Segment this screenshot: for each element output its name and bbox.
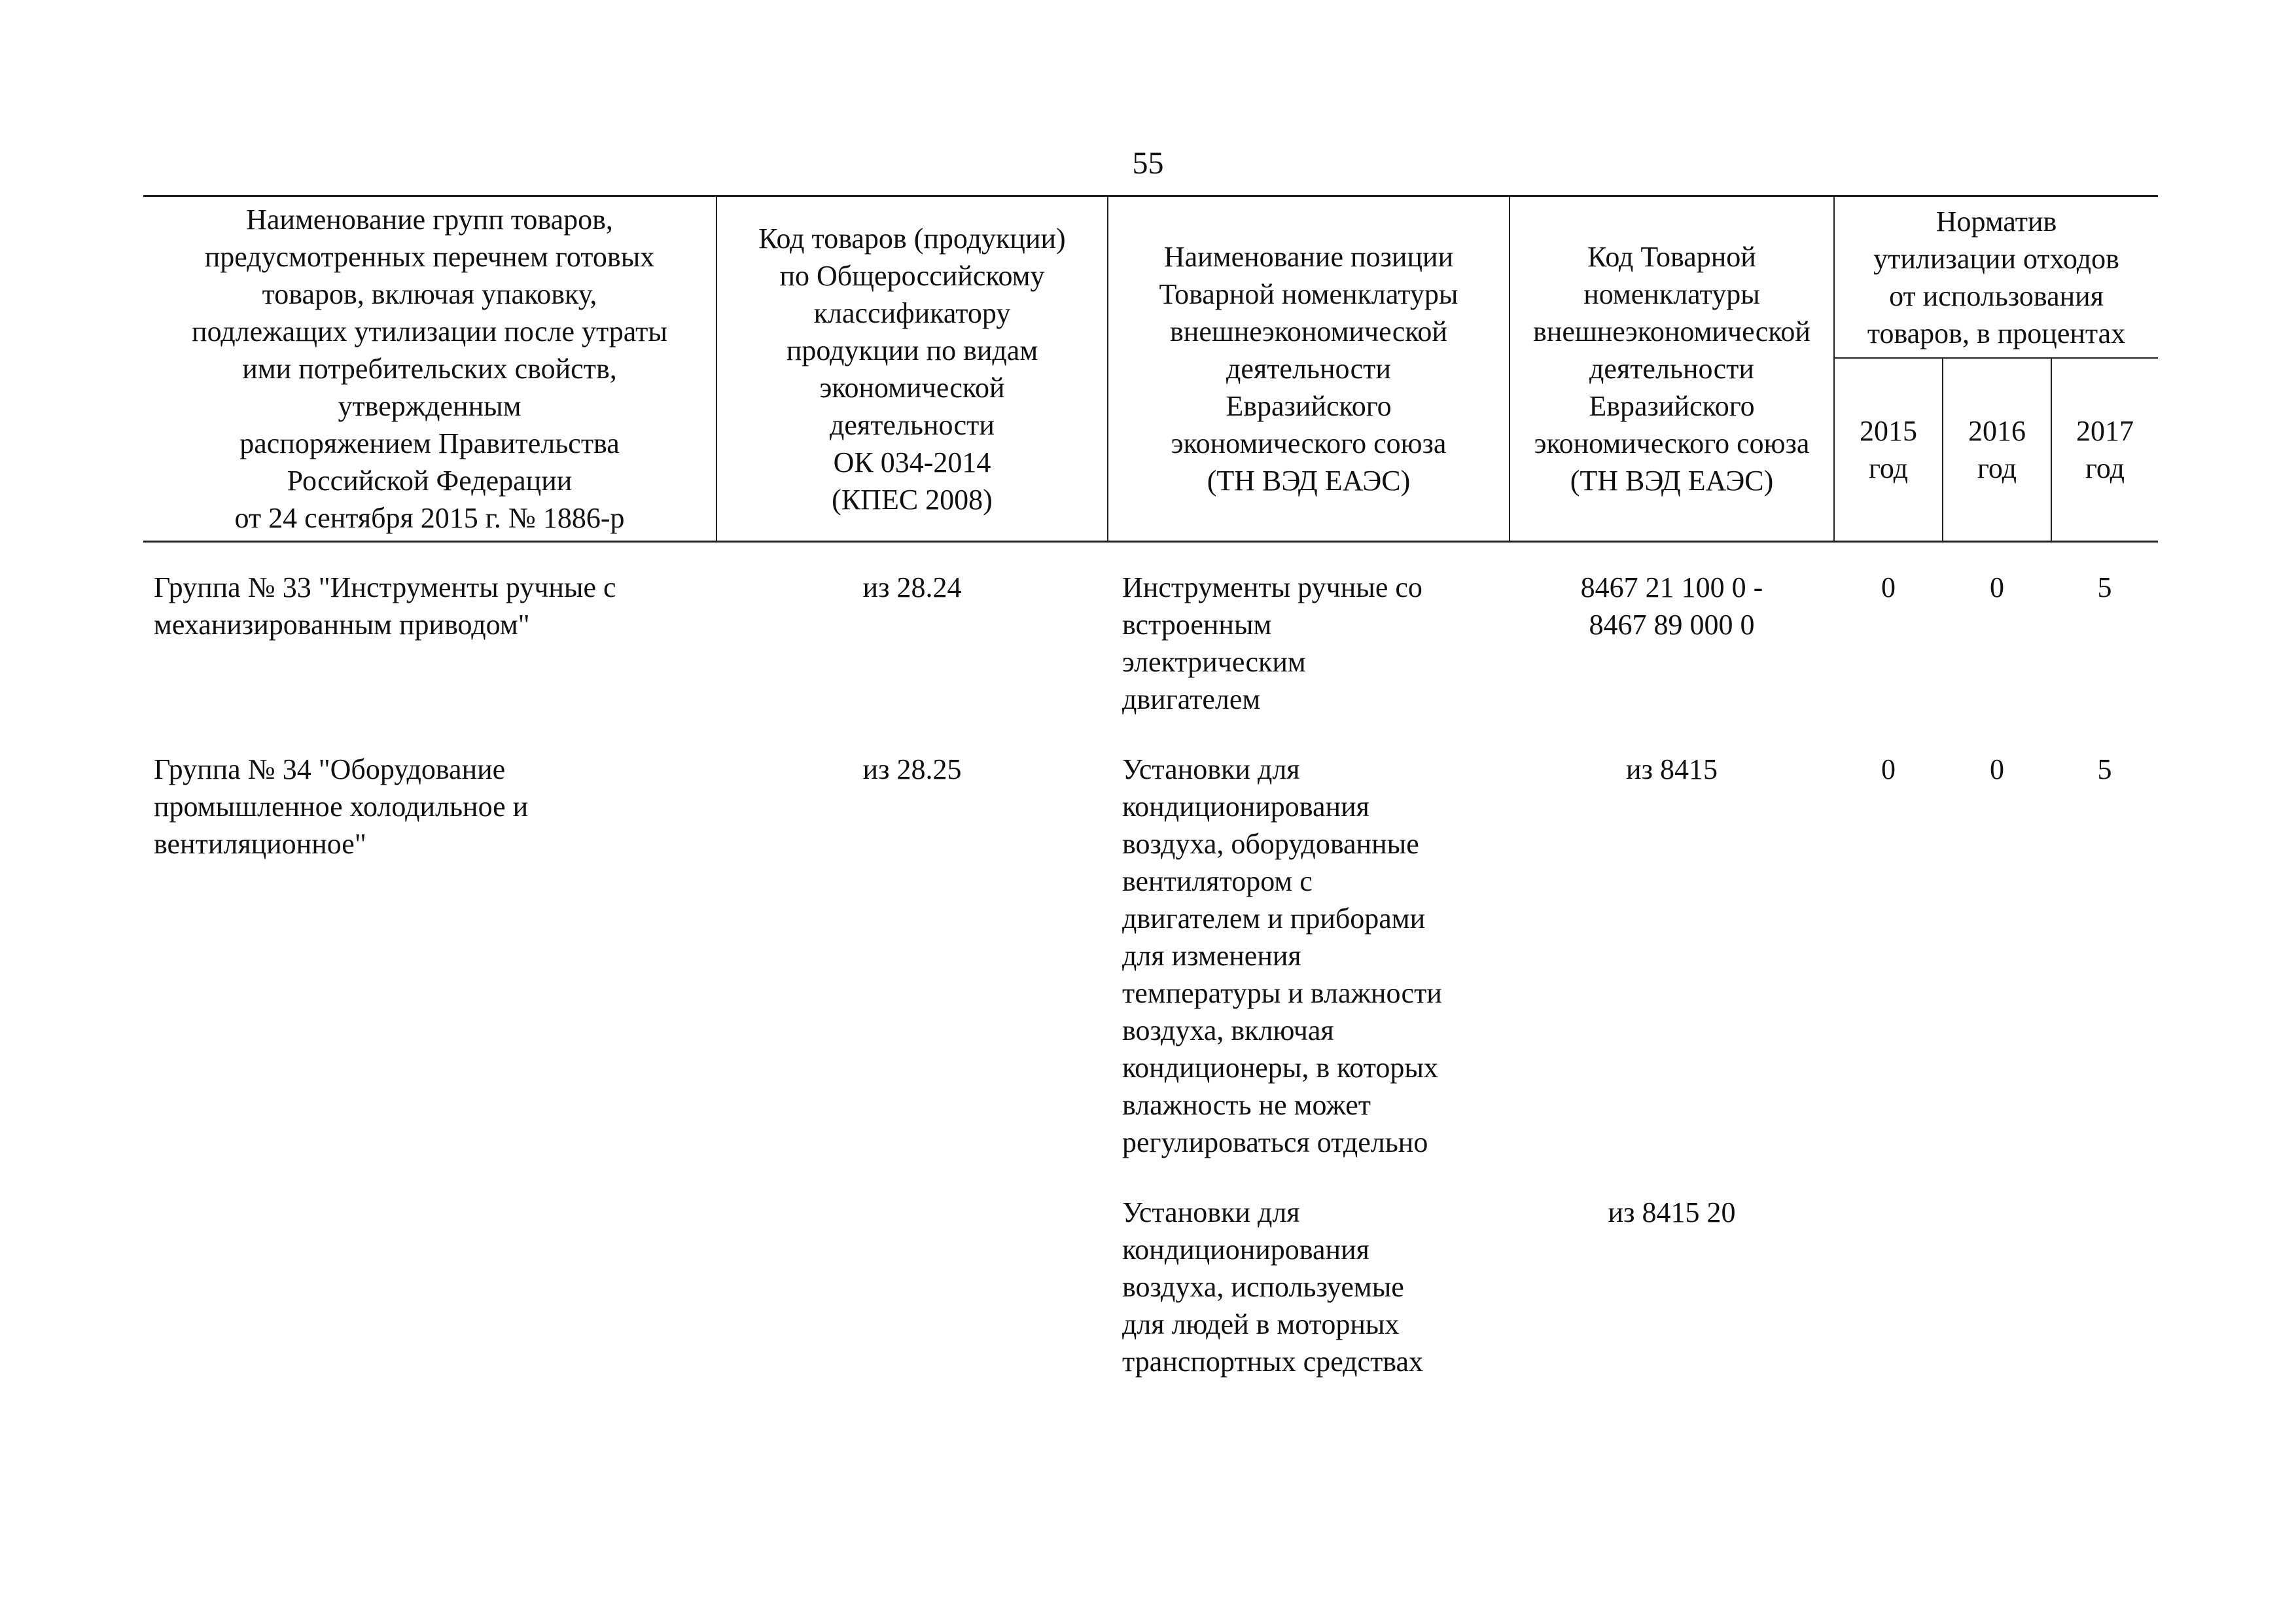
row-group-name (143, 1194, 716, 1380)
row-norm-2015 (1834, 1194, 1943, 1380)
row-norm-2015: 0 (1881, 753, 1896, 785)
row-norm-2017: 5 (2097, 753, 2112, 785)
waste-norms-table (143, 195, 2158, 1380)
table-row (143, 1194, 2158, 1380)
table-row (143, 751, 2158, 1161)
row-position-name: Установки для кондиционирования воздуха, оборудованные вентилятором с двигателем и приборами для изменения температуры и влажности воздуха, включая кондиционеры, в которых влажность не может регулироваться отдельно (1122, 753, 1442, 1158)
page-number: 55 (1132, 146, 1164, 181)
table-row (143, 569, 2158, 718)
header-year-2017: 2017 год (2051, 358, 2158, 541)
header-group-name: Наименование групп товаров, предусмотренных перечнем готовых товаров, включая упаковку, подлежащих утилизации после утраты ими потребительских свойств, утвержденным распоряжением Правительства Российской Федерации от 24 сентября 2015 г. № 1886-р (143, 196, 716, 542)
row-position-name: Инструменты ручные со встроенным электрическим двигателем (1122, 571, 1422, 715)
row-okpd-code: из 28.24 (862, 571, 962, 603)
header-year-2015: 2015 год (1834, 358, 1943, 541)
header-tnved-position: Наименование позиции Товарной номенклатуры внешнеэкономической деятельности Евразийского экономического союза (ТН ВЭД ЕАЭС) (1108, 196, 1510, 542)
row-group-name: Группа № 33 "Инструменты ручные с механизированным приводом" (154, 571, 616, 641)
row-norm-2016: 0 (1990, 753, 2004, 785)
row-okpd-code: из 28.25 (862, 753, 962, 785)
row-norm-2016: 0 (1990, 571, 2004, 603)
row-position-name: Установки для кондиционирования воздуха, используемые для людей в моторных транспортных средствах (1122, 1196, 1424, 1378)
header-tnved-code: Код Товарной номенклатуры внешнеэкономической деятельности Евразийского экономического союза (ТН ВЭД ЕАЭС) (1510, 196, 1834, 542)
row-tnved-code: 8467 21 100 0 - 8467 89 000 0 (1580, 571, 1763, 641)
header-norm: Норматив утилизации отходов от использования товаров, в процентах (1834, 196, 2158, 359)
row-norm-2016 (1943, 1194, 2051, 1380)
row-norm-2015: 0 (1881, 571, 1896, 603)
row-group-name: Группа № 34 "Оборудование промышленное холодильное и вентиляционное" (154, 753, 529, 860)
row-okpd-code (716, 1194, 1108, 1380)
row-tnved-code: из 8415 (1626, 753, 1718, 785)
row-norm-2017 (2051, 1194, 2158, 1380)
header-year-2016: 2016 год (1943, 358, 2051, 541)
header-okpd-code: Код товаров (продукции) по Общероссийскому классификатору продукции по видам экономической деятельности ОК 034-2014 (КПЕС 2008) (716, 196, 1108, 542)
row-tnved-code: из 8415 20 (1608, 1196, 1736, 1228)
row-norm-2017: 5 (2097, 571, 2112, 603)
